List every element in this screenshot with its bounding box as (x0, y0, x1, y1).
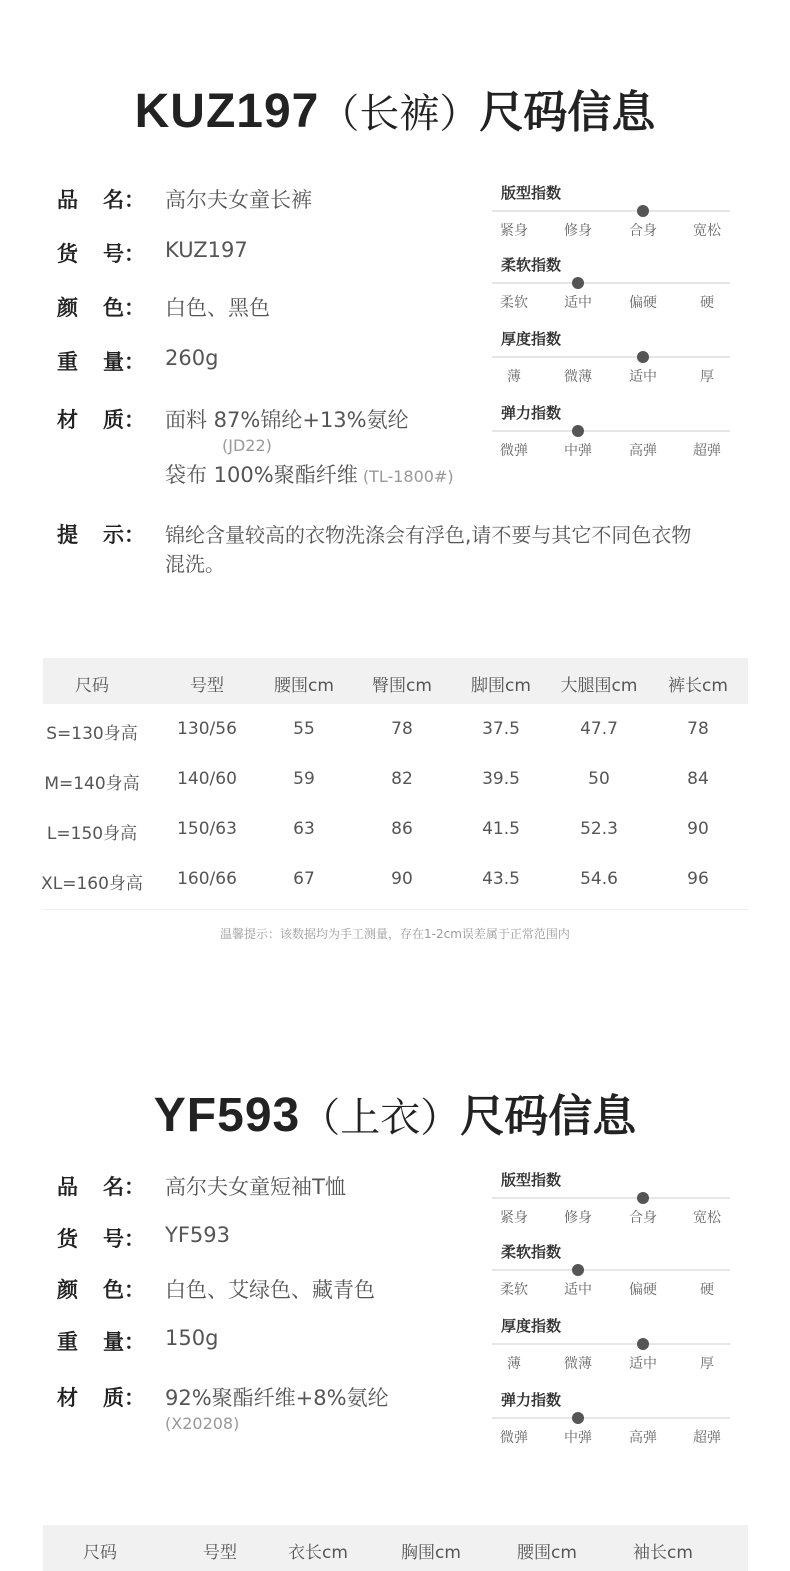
index-scale-label: 微弹 (500, 443, 528, 459)
table-cell: 55 (293, 719, 315, 739)
index-scale-label: 紧身 (500, 223, 528, 239)
index-scale-label: 薄 (507, 1356, 521, 1372)
info-label: 重 量： (57, 1330, 145, 1354)
info-tip-row (57, 519, 691, 577)
index-panel (492, 182, 732, 472)
index-level-dot (637, 205, 649, 217)
material-fabric-code: (X20208) (165, 1414, 240, 1433)
table-cell: 130/56 (177, 719, 237, 739)
material-pocket-code: (TL-1800#) (362, 467, 454, 486)
index-level-dot (637, 1192, 649, 1204)
index-scale-label: 微薄 (564, 369, 592, 385)
table-cell: 52.3 (580, 819, 618, 839)
item-number: YF593 (165, 1223, 230, 1247)
index-scale-label: 紧身 (500, 1210, 528, 1226)
table-header-cell: 臀围cm (372, 676, 432, 696)
info-label: 材 质： (57, 408, 145, 432)
product-type: （长裤） (319, 91, 480, 137)
table-header-cell: 大腿围cm (560, 676, 638, 696)
table-cell: 54.6 (580, 869, 618, 889)
index-panel (492, 1169, 732, 1459)
table-cell: 59 (293, 769, 315, 789)
index-level-dot (572, 425, 584, 437)
info-material-row (57, 404, 454, 489)
info-label: 货 号： (57, 242, 145, 266)
table-cell: 67 (293, 869, 315, 889)
index-scale-label: 合身 (629, 223, 657, 239)
colors: 白色、艾绿色、藏青色 (165, 1278, 375, 1302)
index-scale-label: 修身 (564, 1210, 592, 1226)
index-scale-label: 高弹 (629, 443, 657, 459)
size-table (43, 1525, 748, 1563)
table-cell: 160/66 (177, 869, 237, 889)
index-scale-label: 合身 (629, 1210, 657, 1226)
index-track (492, 430, 730, 432)
index-scale-label: 厚 (700, 369, 714, 385)
section-title (0, 76, 790, 140)
table-cell: 37.5 (482, 719, 520, 739)
index-scale-label: 微弹 (500, 1430, 528, 1446)
info-item-row (57, 1223, 230, 1253)
index-scale-label: 适中 (564, 1282, 592, 1298)
table-header-cell: 衣长cm (288, 1543, 348, 1563)
table-header-cell: 腰围cm (517, 1543, 577, 1563)
index-scale-label: 微薄 (564, 1356, 592, 1372)
table-header-cell: 号型 (203, 1543, 237, 1563)
info-label: 提 示： (57, 523, 145, 547)
weight: 260g (165, 346, 219, 370)
table-cell: 82 (391, 769, 413, 789)
index-level-dot (572, 277, 584, 289)
index-title: 版型指数 (501, 1171, 562, 1189)
index-title: 版型指数 (501, 184, 562, 202)
info-material-row (57, 1382, 389, 1433)
material-pocket-line (165, 459, 454, 489)
table-cell: 63 (293, 819, 315, 839)
table-cell: 78 (687, 719, 709, 739)
table-cell: 43.5 (482, 869, 520, 889)
table-header-cell: 腰围cm (274, 676, 334, 696)
colors: 白色、黑色 (165, 296, 270, 320)
measurement-note: 温馨提示：该数据均为手工测量，存在1-2cm误差属于正常范围内 (220, 927, 570, 941)
table-cell: 150/63 (177, 819, 237, 839)
table-cell: 39.5 (482, 769, 520, 789)
table-header-cell: 尺码 (83, 1543, 117, 1563)
index-scale-label: 适中 (629, 369, 657, 385)
index-track (492, 356, 730, 358)
table-cell: 90 (391, 869, 413, 889)
index-track (492, 210, 730, 212)
product-code: YF593 (153, 1089, 301, 1142)
section-title (0, 1080, 790, 1144)
index-level-dot (637, 1338, 649, 1350)
material-pocket: 袋布 100%聚酯纤维 (165, 463, 358, 487)
index-title: 厚度指数 (501, 330, 562, 348)
index-track (492, 1269, 730, 1271)
info-label: 颜 色： (57, 1278, 145, 1302)
index-scale-label: 偏硬 (629, 295, 657, 311)
index-scale-label: 偏硬 (629, 1282, 657, 1298)
index-scale-label: 柔软 (500, 295, 528, 311)
table-header-cell: 脚围cm (471, 676, 531, 696)
index-scale-label: 宽松 (693, 223, 721, 239)
index-scale-label: 中弹 (564, 443, 592, 459)
info-weight-row (57, 1326, 218, 1356)
title-main: 尺码信息 (460, 1091, 637, 1142)
size-table (43, 658, 748, 910)
index-scale-label: 超弹 (693, 1430, 721, 1446)
material-fabric-code: (JD22) (222, 436, 272, 455)
material-block (165, 1382, 389, 1433)
material-fabric: 92%聚酯纤维+8%氨纶 (165, 1386, 389, 1410)
index-scale-label: 中弹 (564, 1430, 592, 1446)
table-cell: 140/60 (177, 769, 237, 789)
info-label: 材 质： (57, 1386, 145, 1410)
table-row-size: L=150身高 (46, 824, 138, 844)
table-cell: 50 (588, 769, 610, 789)
index-scale-label: 适中 (564, 295, 592, 311)
table-header-cell: 胸围cm (401, 1543, 461, 1563)
index-track (492, 282, 730, 284)
index-scale-label: 高弹 (629, 1430, 657, 1446)
table-cell: 90 (687, 819, 709, 839)
index-scale-label: 薄 (507, 369, 521, 385)
info-label: 颜 色： (57, 296, 145, 320)
table-header-cell: 袖长cm (633, 1543, 693, 1563)
product-code: KUZ197 (134, 85, 320, 138)
product-name: 高尔夫女童长裤 (165, 188, 312, 212)
material-fabric: 面料 87%锦纶+13%氨纶 (165, 408, 409, 432)
index-scale-label: 修身 (564, 223, 592, 239)
table-cell: 96 (687, 869, 709, 889)
index-track (492, 1417, 730, 1419)
tip-text-line2: 混洗。 (165, 552, 225, 576)
index-title: 弹力指数 (501, 1391, 562, 1409)
table-cell: 86 (391, 819, 413, 839)
table-bottom-border (43, 909, 748, 910)
index-scale-label: 超弹 (693, 443, 721, 459)
info-label: 重 量： (57, 350, 145, 374)
tip-block (165, 519, 691, 577)
index-title: 柔软指数 (501, 256, 562, 274)
index-title: 弹力指数 (501, 404, 562, 422)
info-item-row (57, 238, 248, 268)
weight: 150g (165, 1326, 219, 1350)
index-track (492, 1197, 730, 1199)
table-cell: 78 (391, 719, 413, 739)
info-color-row (57, 1274, 375, 1304)
index-level-dot (572, 1412, 584, 1424)
index-level-dot (572, 1264, 584, 1276)
table-cell: 47.7 (580, 719, 618, 739)
table-cell: 84 (687, 769, 709, 789)
size-info-section-yf593 (0, 1000, 790, 1563)
table-cell: 41.5 (482, 819, 520, 839)
product-name: 高尔夫女童短袖T恤 (165, 1175, 346, 1199)
product-type: （上衣） (300, 1095, 461, 1141)
tip-text-line1: 锦纶含量较高的衣物洗涤会有浮色,请不要与其它不同色衣物 (165, 523, 692, 547)
info-name-row (57, 184, 312, 214)
index-scale-label: 宽松 (693, 1210, 721, 1226)
index-scale-label: 适中 (629, 1356, 657, 1372)
info-weight-row (57, 346, 218, 376)
material-block (165, 404, 454, 489)
index-scale-label: 硬 (700, 295, 714, 311)
index-track (492, 1343, 730, 1345)
info-label: 品 名： (57, 1175, 145, 1199)
index-title: 厚度指数 (501, 1317, 562, 1335)
table-header-cell: 尺码 (75, 676, 109, 696)
table-header-cell: 号型 (190, 676, 224, 696)
table-row-size: XL=160身高 (41, 874, 143, 894)
info-label: 货 号： (57, 1227, 145, 1251)
info-name-row (57, 1171, 346, 1201)
index-scale-label: 硬 (700, 1282, 714, 1298)
table-header-cell: 裤长cm (668, 676, 728, 696)
info-label: 品 名： (57, 188, 145, 212)
table-row-size: S=130身高 (46, 724, 138, 744)
index-scale-label: 厚 (700, 1356, 714, 1372)
index-level-dot (637, 351, 649, 363)
item-number: KUZ197 (165, 238, 248, 262)
index-scale-label: 柔软 (500, 1282, 528, 1298)
title-main: 尺码信息 (479, 87, 656, 138)
table-row-size: M=140身高 (44, 774, 140, 794)
index-title: 柔软指数 (501, 1243, 562, 1261)
info-color-row (57, 292, 270, 322)
